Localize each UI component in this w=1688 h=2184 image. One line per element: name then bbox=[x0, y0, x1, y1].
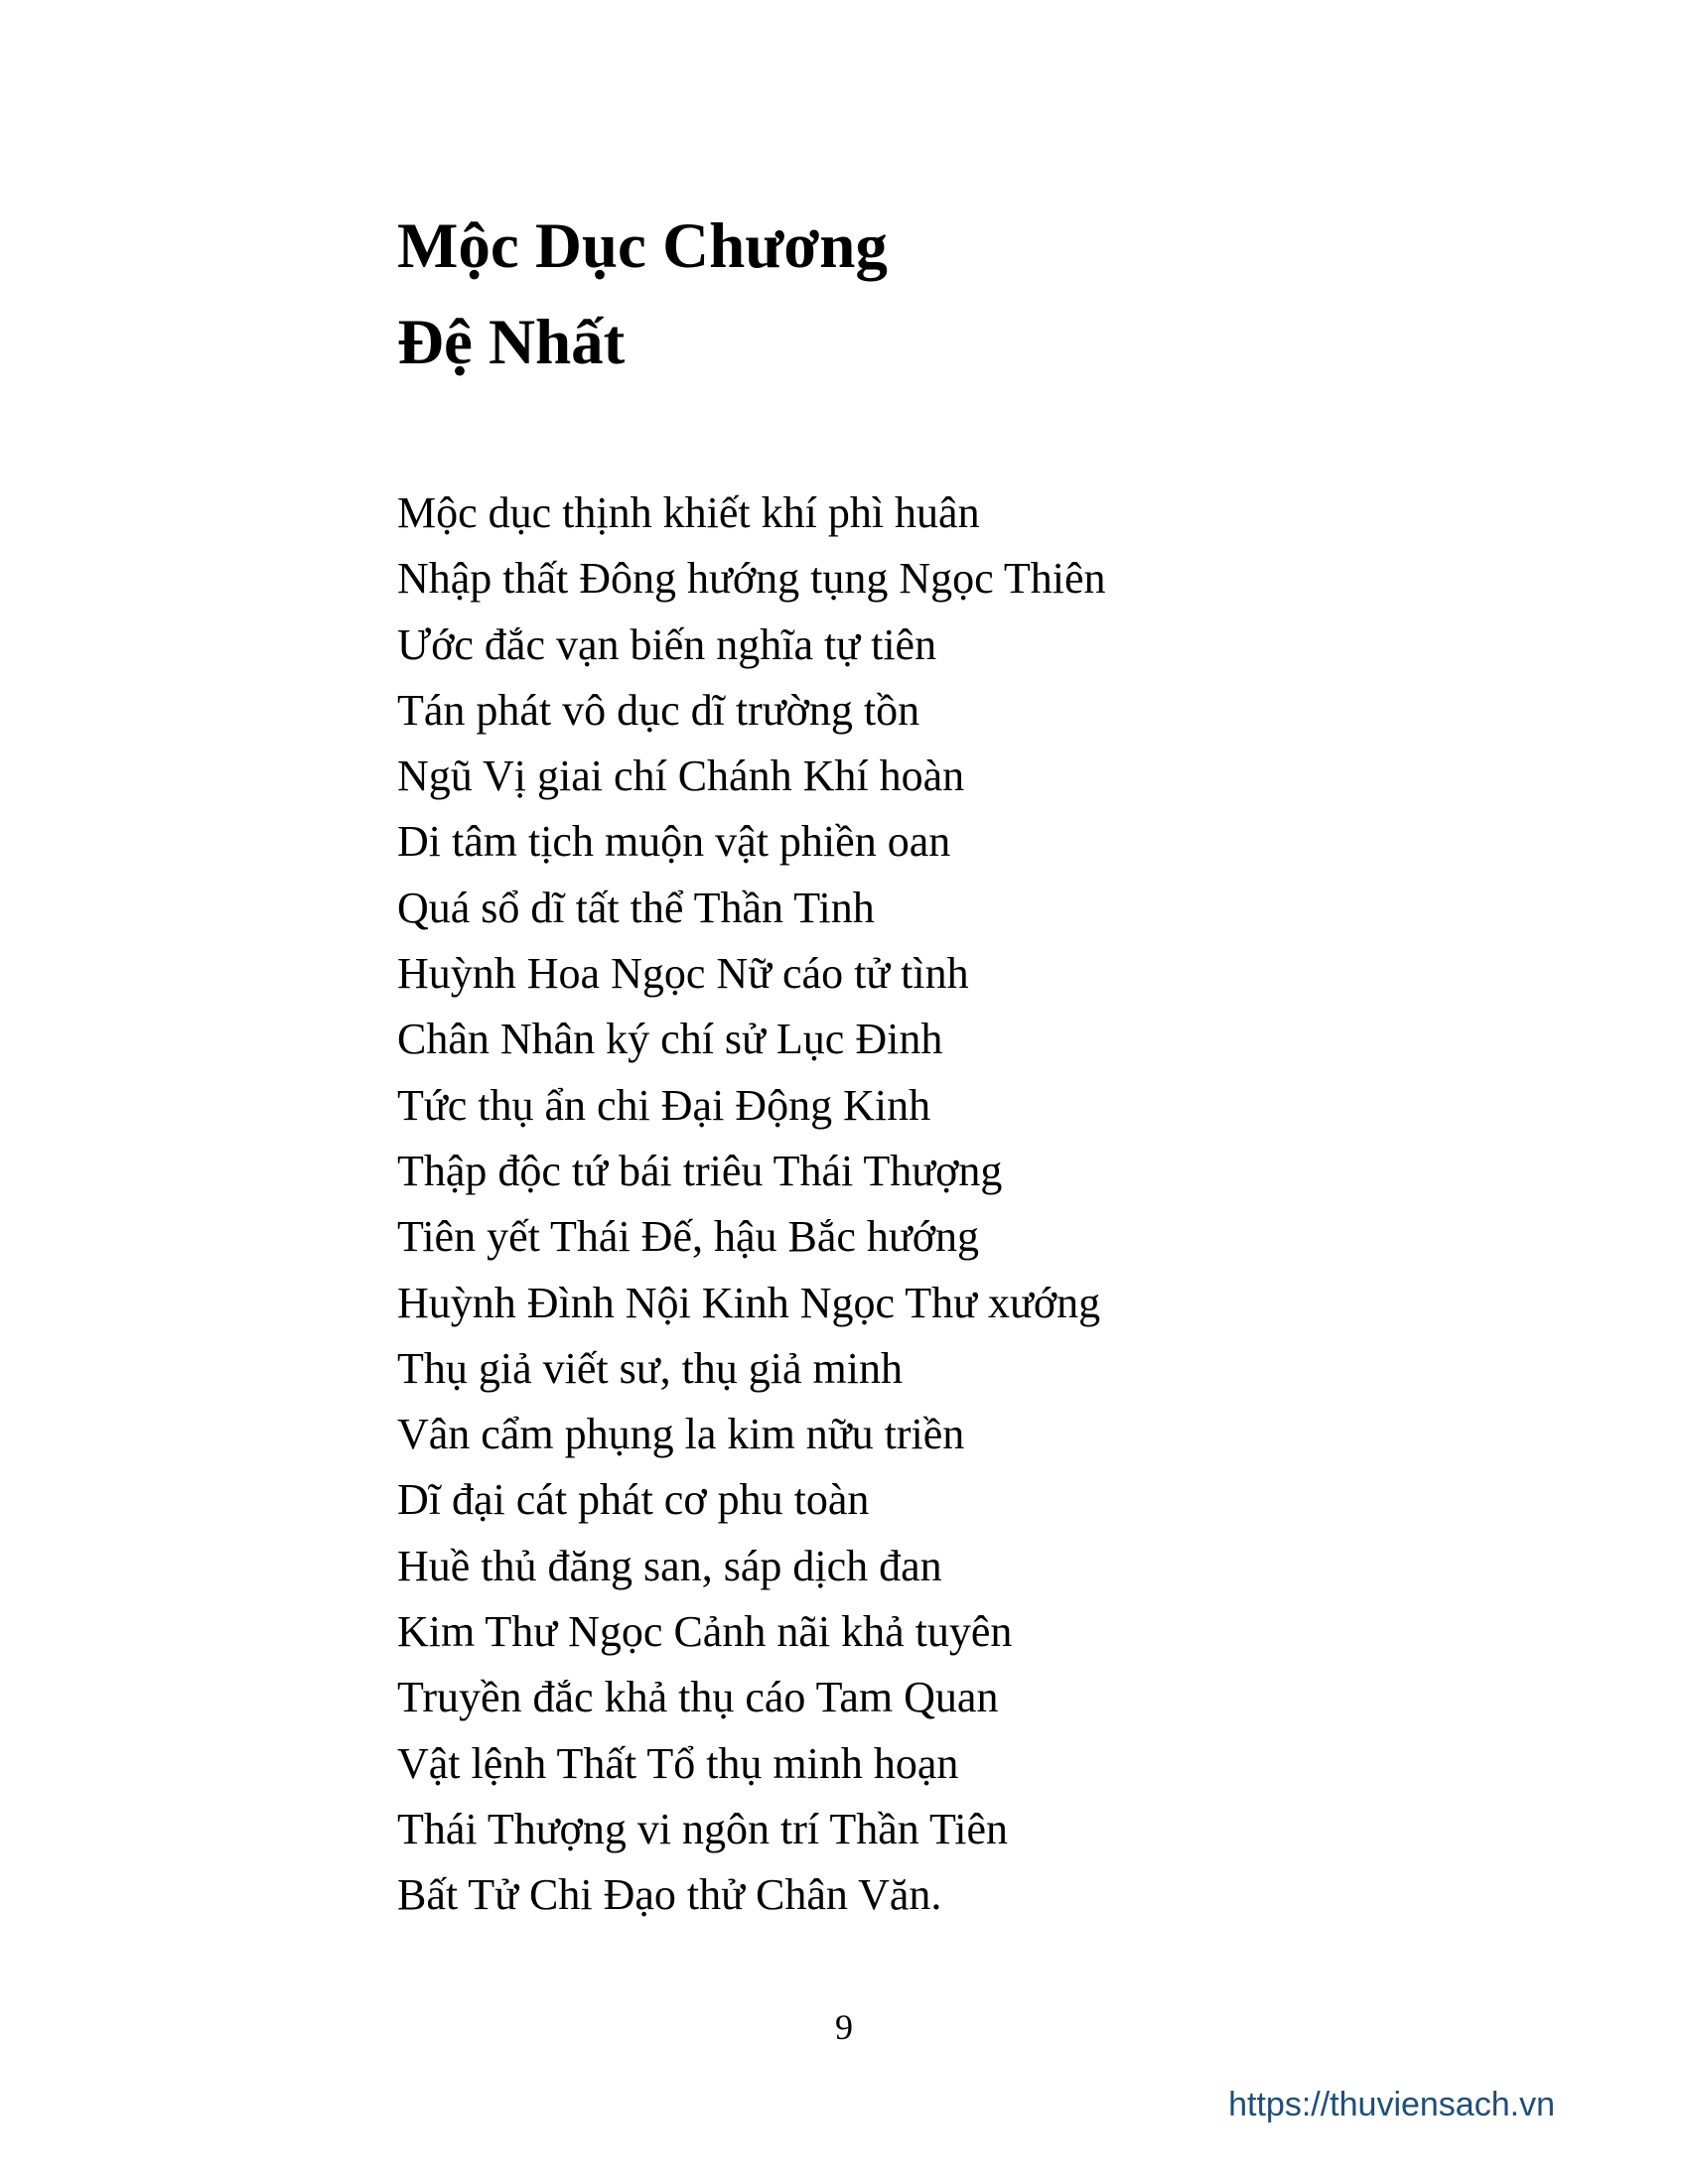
poem-line: Vân cẩm phụng la kim nữu triền bbox=[397, 1410, 965, 1459]
poem-line: Huỳnh Hoa Ngọc Nữ cáo tử tình bbox=[397, 949, 969, 999]
poem-line: Bất Tử Chi Đạo thử Chân Văn. bbox=[397, 1870, 942, 1920]
poem-line: Dĩ đại cát phát cơ phu toàn bbox=[397, 1475, 870, 1525]
poem-line: Ước đắc vạn biến nghĩa tự tiên bbox=[397, 619, 937, 669]
poem-line: Mộc dục thịnh khiết khí phì huân bbox=[397, 488, 980, 537]
website-link[interactable]: https://thuviensach.vn bbox=[1228, 2086, 1555, 2123]
chapter-heading bbox=[397, 199, 888, 391]
page-number: 9 bbox=[835, 2007, 853, 2047]
poem-line: Tức thụ ẩn chi Đại Động Kinh bbox=[397, 1080, 931, 1130]
poem-line: Ngũ Vị giai chí Chánh Khí hoàn bbox=[397, 751, 965, 801]
poem-line: Nhập thất Đông hướng tụng Ngọc Thiên bbox=[397, 554, 1106, 604]
poem-line: Thập độc tứ bái triêu Thái Thượng bbox=[397, 1146, 1003, 1195]
poem-line: Huỳnh Đình Nội Kinh Ngọc Thư xướng bbox=[397, 1278, 1101, 1327]
chapter-subtitle: Đệ Nhất bbox=[397, 307, 626, 378]
poem-line: Di tâm tịch muộn vật phiền oan bbox=[397, 817, 951, 867]
poem-line: Chân Nhân ký chí sử Lục Đinh bbox=[397, 1015, 943, 1064]
chapter-title: Mộc Dục Chương bbox=[397, 210, 888, 282]
poem-line: Truyền đắc khả thụ cáo Tam Quan bbox=[397, 1673, 999, 1722]
poem-line: Quá sổ dĩ tất thể Thần Tinh bbox=[397, 883, 875, 932]
poem-line: Kim Thư Ngọc Cảnh nãi khả tuyên bbox=[397, 1607, 1013, 1657]
poem-line: Vật lệnh Thất Tổ thụ minh hoạn bbox=[397, 1738, 959, 1788]
poem-line: Thụ giả viết sư, thụ giả minh bbox=[397, 1343, 904, 1393]
poem-line: Thái Thượng vi ngôn trí Thần Tiên bbox=[397, 1804, 1009, 1853]
poem-line: Huề thủ đăng san, sáp dịch đan bbox=[397, 1541, 942, 1590]
poem-line: Tiên yết Thái Đế, hậu Bắc hướng bbox=[397, 1212, 980, 1262]
poem-line: Tán phát vô dục dĩ trường tồn bbox=[397, 685, 920, 735]
poem-body bbox=[397, 480, 1106, 1929]
